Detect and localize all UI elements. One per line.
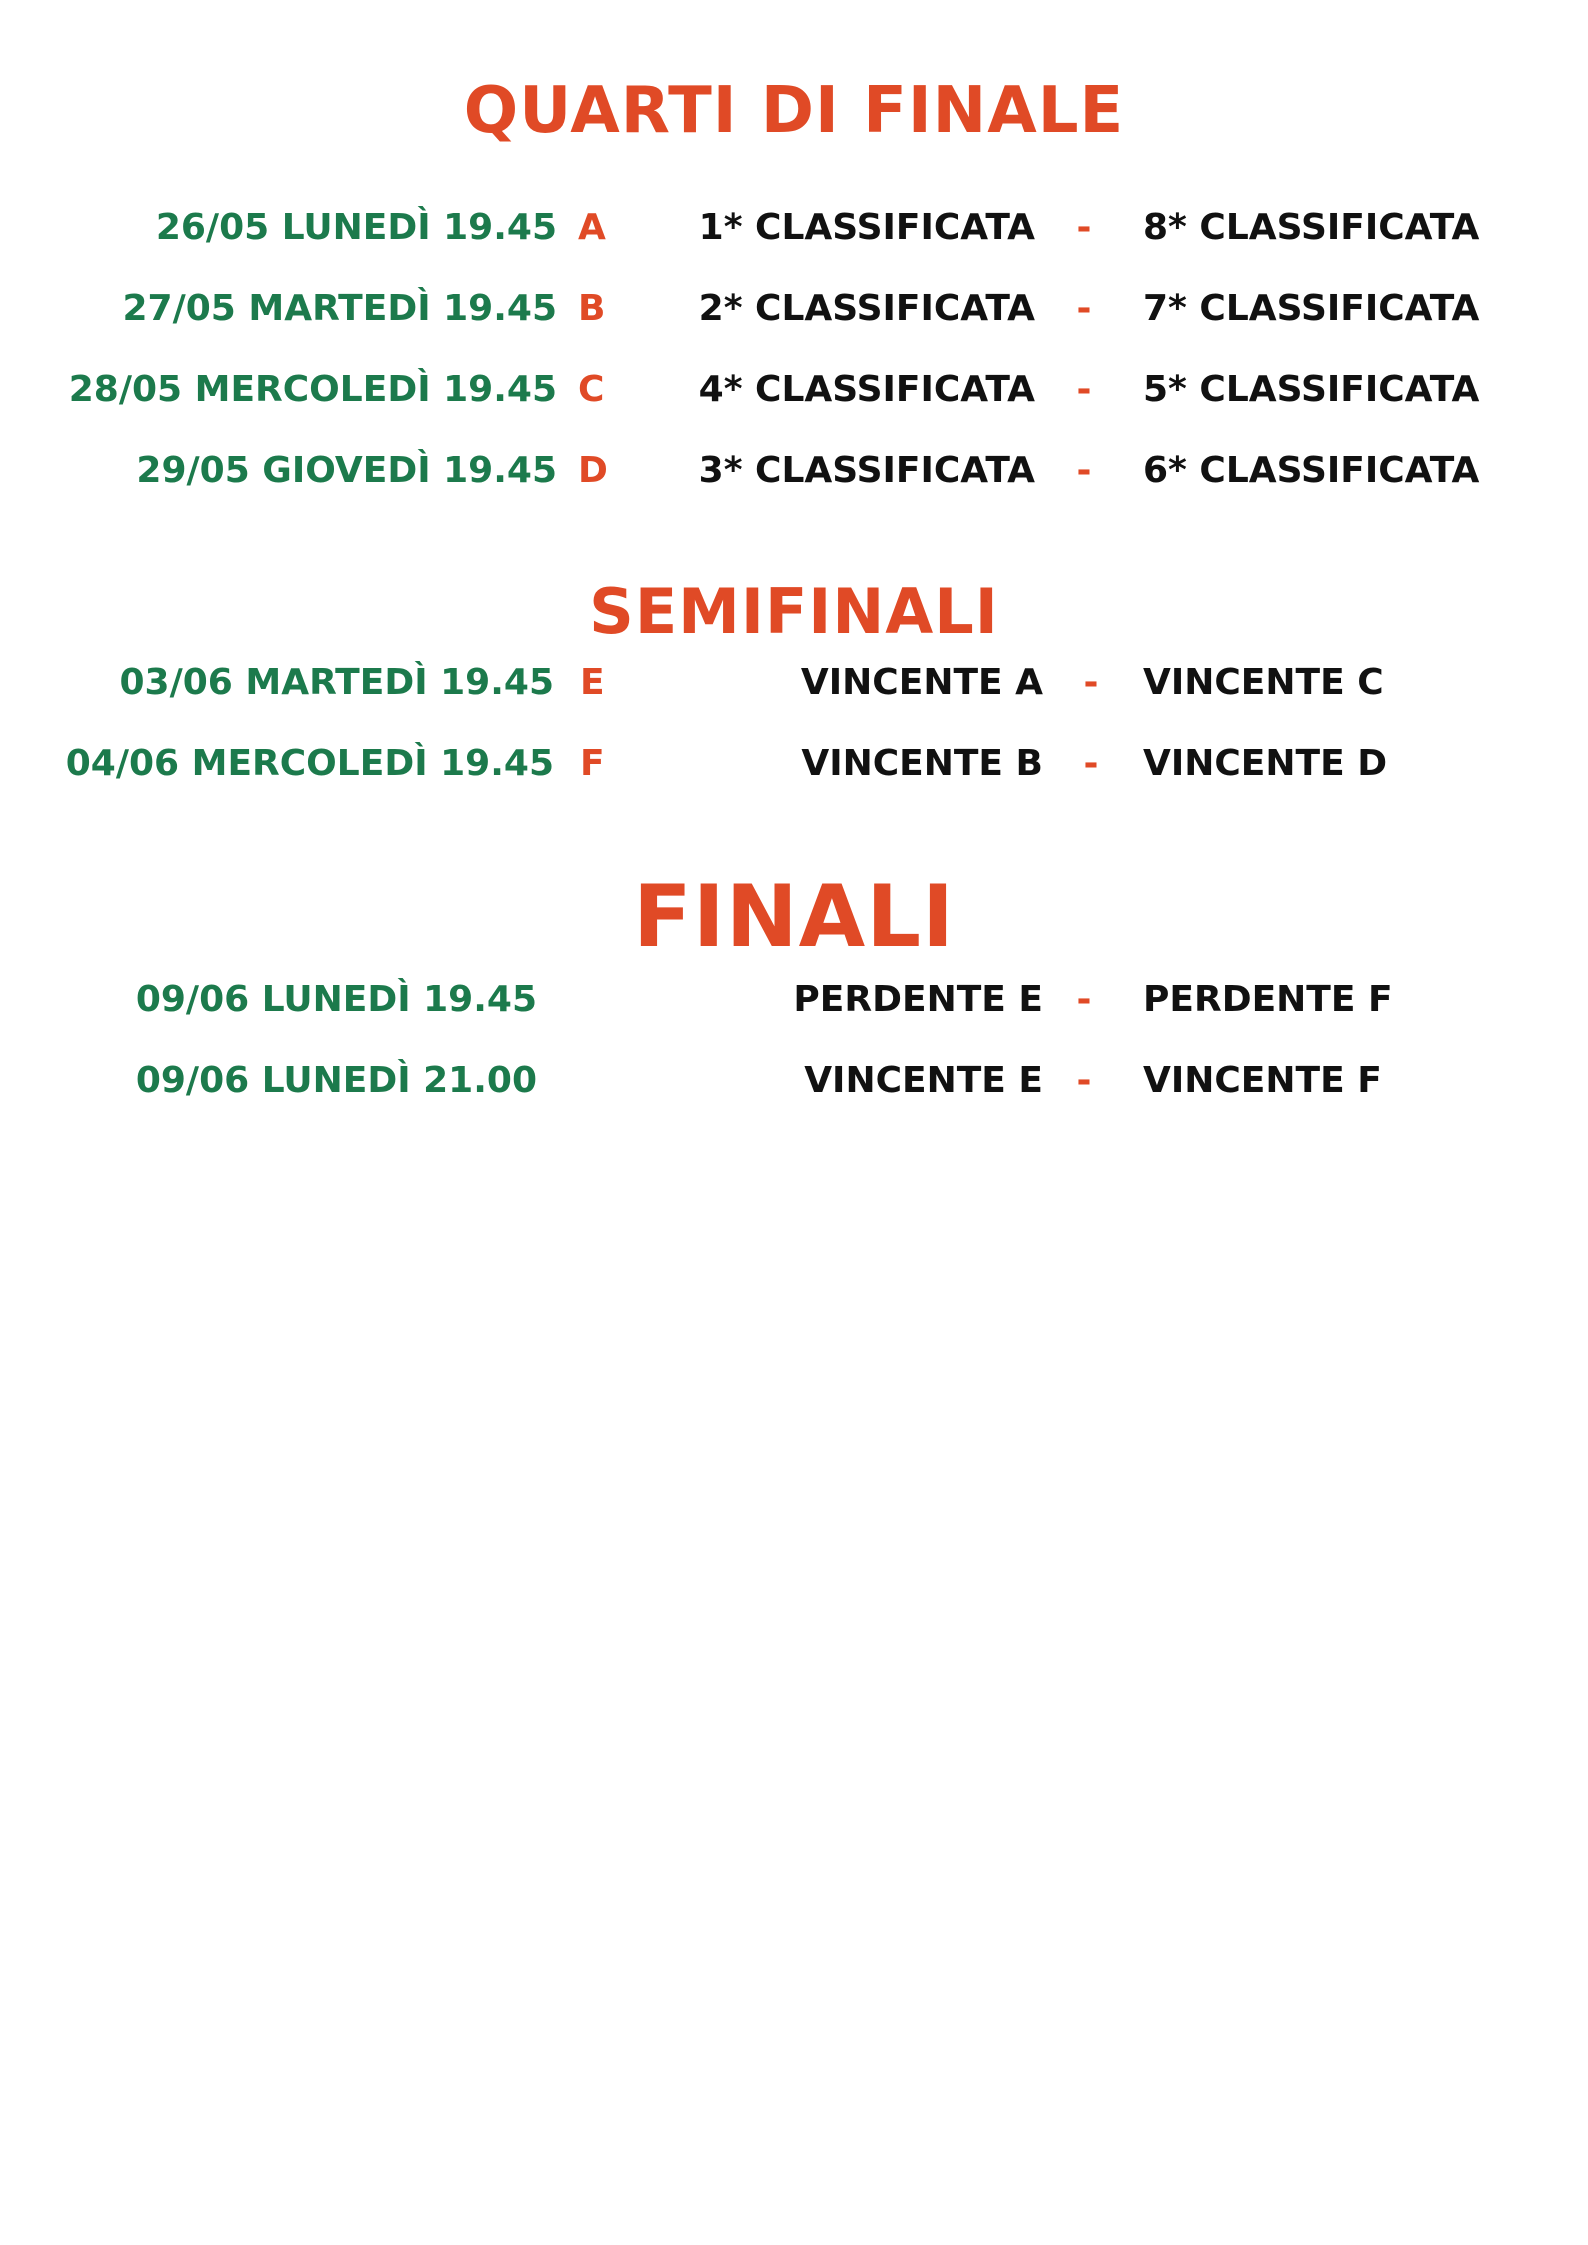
match-separator: - xyxy=(1076,450,1092,491)
home-team: 4* CLASSIFICATA xyxy=(698,369,1035,410)
home-team: 2* CLASSIFICATA xyxy=(698,288,1035,329)
away-team: 8* CLASSIFICATA xyxy=(1143,207,1480,248)
quarterfinals-title: QUARTI DI FINALE xyxy=(463,74,1125,148)
home-team: VINCENTE E xyxy=(804,1060,1043,1101)
away-team: VINCENTE C xyxy=(1143,662,1384,703)
away-team: VINCENTE D xyxy=(1143,743,1388,784)
final-match-row xyxy=(0,1051,1588,1111)
match-code: A xyxy=(578,207,606,248)
away-team: PERDENTE F xyxy=(1143,979,1393,1020)
semifinals-title: SEMIFINALI xyxy=(589,575,999,648)
match-separator: - xyxy=(1076,1060,1092,1101)
quarterfinal-match-row xyxy=(0,279,1588,339)
home-team: PERDENTE E xyxy=(793,979,1043,1020)
semifinal-match-row xyxy=(0,653,1588,713)
away-team: 7* CLASSIFICATA xyxy=(1143,288,1480,329)
match-date: 28/05 MERCOLEDÌ 19.45 xyxy=(68,369,557,410)
away-team: VINCENTE F xyxy=(1143,1060,1382,1101)
match-code: D xyxy=(578,450,608,491)
quarterfinal-match-row xyxy=(0,441,1588,501)
match-date: 09/06 LUNEDÌ 21.00 xyxy=(135,1060,537,1101)
match-code: B xyxy=(578,288,606,329)
match-date: 04/06 MERCOLEDÌ 19.45 xyxy=(65,743,554,784)
match-separator: - xyxy=(1076,369,1092,410)
match-code: C xyxy=(578,369,605,410)
home-team: VINCENTE B xyxy=(801,743,1043,784)
match-separator: - xyxy=(1083,662,1099,703)
match-separator: - xyxy=(1076,288,1092,329)
match-separator: - xyxy=(1076,207,1092,248)
match-date: 27/05 MARTEDÌ 19.45 xyxy=(122,288,557,329)
home-team: 1* CLASSIFICATA xyxy=(698,207,1035,248)
match-separator: - xyxy=(1076,979,1092,1020)
away-team: 6* CLASSIFICATA xyxy=(1143,450,1480,491)
match-date: 09/06 LUNEDÌ 19.45 xyxy=(135,979,537,1020)
match-date: 29/05 GIOVEDÌ 19.45 xyxy=(136,450,557,491)
quarterfinal-match-row xyxy=(0,360,1588,420)
finals-title: FINALI xyxy=(632,867,956,967)
home-team: VINCENTE A xyxy=(800,662,1043,703)
match-date: 03/06 MARTEDÌ 19.45 xyxy=(119,662,554,703)
final-match-row xyxy=(0,970,1588,1030)
match-separator: - xyxy=(1083,743,1099,784)
away-team: 5* CLASSIFICATA xyxy=(1143,369,1480,410)
semifinal-match-row xyxy=(0,734,1588,794)
home-team: 3* CLASSIFICATA xyxy=(698,450,1035,491)
match-code: F xyxy=(580,743,605,784)
match-date: 26/05 LUNEDÌ 19.45 xyxy=(155,207,557,248)
quarterfinal-match-row xyxy=(0,198,1588,258)
match-code: E xyxy=(580,662,605,703)
